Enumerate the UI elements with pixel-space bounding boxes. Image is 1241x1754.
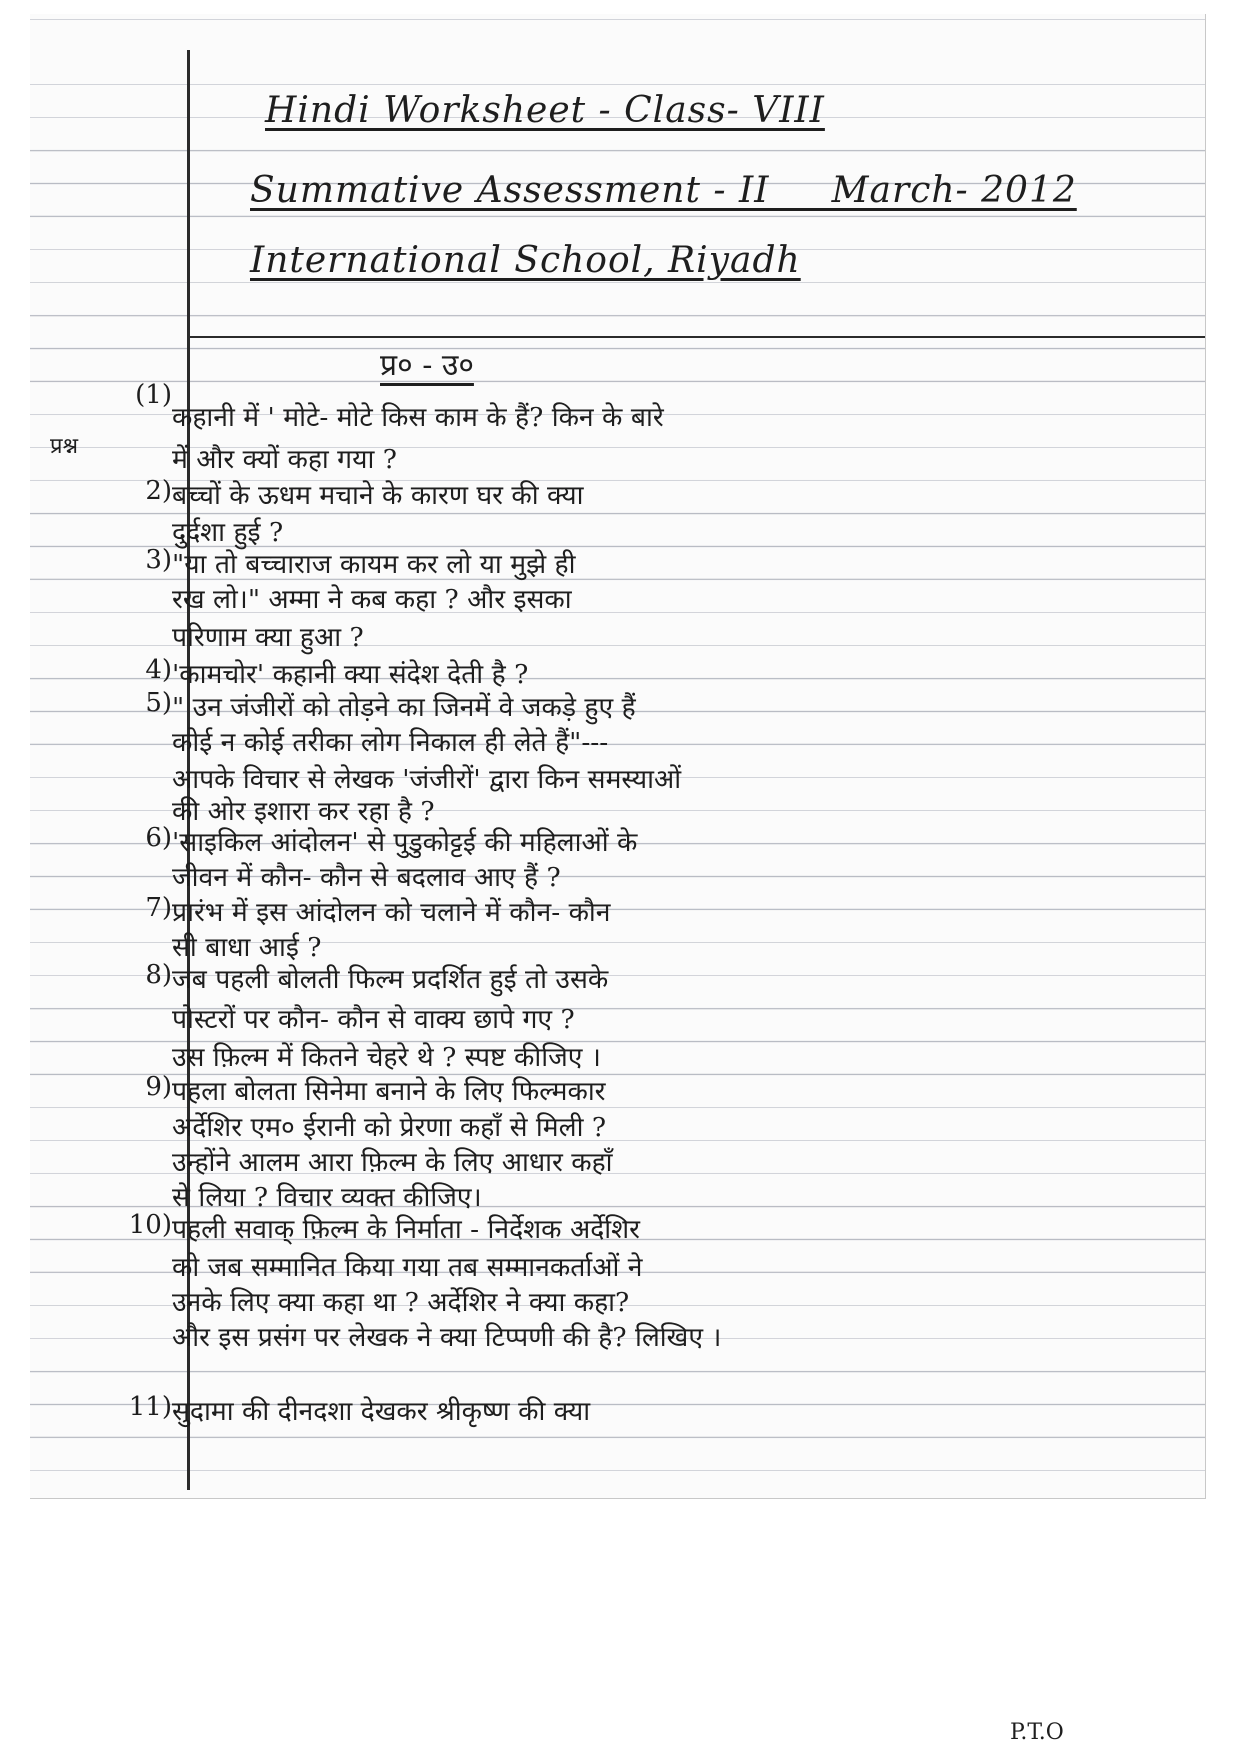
question-text-line: कहानी में ' मोटे- मोटे किस काम के हैं? किन के बारे <box>172 402 664 433</box>
question-label: प्रश्न <box>50 434 79 459</box>
question-number: 5) <box>145 688 172 718</box>
question-text-line: परिणाम क्या हुआ ? <box>172 622 364 653</box>
worksheet-title: Hindi Worksheet - Class- VIII <box>265 90 825 131</box>
question-text-line: 'कामचोर' कहानी क्या संदेश देती है ? <box>172 659 529 690</box>
question-text-line: जीवन में कौन- कौन से बदलाव आए हैं ? <box>172 862 561 893</box>
question-text-line: अर्देशिर एम० ईरानी को प्रेरणा कहाँ से मिली ? <box>172 1112 607 1143</box>
question-text-line: जब पहली बोलती फिल्म प्रदर्शित हुई तो उसके <box>172 964 609 995</box>
question-text-line: की ओर इशारा कर रहा है ? <box>172 796 435 827</box>
pto-note: P.T.O <box>1010 1720 1064 1745</box>
question-text-line: 'साइकिल आंदोलन' से पुडुकोट्टई की महिलाओं के <box>172 827 638 858</box>
question-text-line: आपके विचार से लेखक 'जंजीरों' द्वारा किन समस्याओं <box>172 764 682 795</box>
question-number: 2) <box>145 476 172 506</box>
question-number: (1) <box>135 380 172 410</box>
question-text-line: को जब सम्मानित किया गया तब सम्मानकर्ताओं ने <box>172 1252 643 1283</box>
question-text-line: प्रारंभ में इस आंदोलन को चलाने में कौन- कौन <box>172 897 611 928</box>
question-text-line: उन्होंने आलम आरा फ़िल्म के लिए आधार कहाँ <box>172 1147 613 1178</box>
question-text-line: " उन जंजीरों को तोड़ने का जिनमें वे जकड़े हुए हैं <box>172 692 636 723</box>
question-text-line: उनके लिए क्या कहा था ? अर्देशिर ने क्या कहा? <box>172 1287 630 1318</box>
question-text-line: और इस प्रसंग पर लेखक ने क्या टिप्पणी की है? लिखिए । <box>172 1322 722 1353</box>
question-text-line: पहली सवाक् फ़िल्म के निर्माता - निर्देशक अर्देशिर <box>172 1214 640 1245</box>
question-number: 9) <box>145 1072 172 1102</box>
question-text-line: से लिया ? विचार व्यक्त कीजिए। <box>172 1182 482 1213</box>
question-number: 10) <box>128 1210 172 1240</box>
question-number: 7) <box>145 893 172 923</box>
question-number: 11) <box>128 1392 172 1422</box>
assessment-line: Summative Assessment - II March- 2012 <box>250 170 1077 211</box>
question-text-line: "या तो बच्चाराज कायम कर लो या मुझे ही <box>172 549 576 580</box>
question-text-line: पहला बोलता सिनेमा बनाने के लिए फिल्मकार <box>172 1076 606 1107</box>
question-text-line: सी बाधा आई ? <box>172 932 322 963</box>
question-text-line: कोई न कोई तरीका लोग निकाल ही लेते हैं"--- <box>172 727 609 758</box>
question-text-line: दुर्दशा हुई ? <box>172 517 284 548</box>
question-text-line: उस फ़िल्म में कितने चेहरे थे ? स्पष्ट कीजिए । <box>172 1042 601 1073</box>
header-divider <box>187 336 1205 338</box>
question-text-line: बच्चों के ऊधम मचाने के कारण घर की क्या <box>172 480 584 511</box>
question-number: 4) <box>145 655 172 685</box>
question-number: 8) <box>145 960 172 990</box>
question-number: 3) <box>145 545 172 575</box>
question-text-line: रख लो।" अम्मा ने कब कहा ? और इसका <box>172 584 572 615</box>
section-title: प्र० - उ० <box>380 348 474 383</box>
question-number: 6) <box>145 823 172 853</box>
school-name: International School, Riyadh <box>250 240 801 281</box>
question-text-line: सुदामा की दीनदशा देखकर श्रीकृष्ण की क्या <box>172 1396 591 1427</box>
question-text-line: में और क्यों कहा गया ? <box>172 444 397 475</box>
question-text-line: पोस्टरों पर कौन- कौन से वाक्य छापे गए ? <box>172 1004 575 1035</box>
